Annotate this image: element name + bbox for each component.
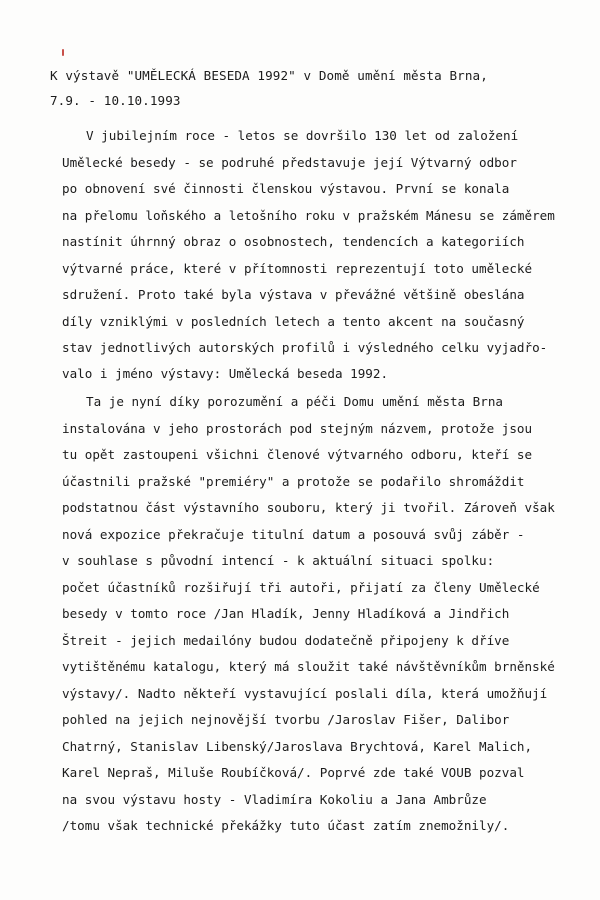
text-line: podstatnou část výstavního souboru, který ji tvořil. Zároveň však bbox=[62, 500, 555, 515]
text-line: po obnovení své činnosti členskou výstavou. První se konala bbox=[62, 181, 510, 196]
paragraph-1 bbox=[0, 128, 600, 381]
text-line: Karel Nepraš, Miluše Roubíčková/. Poprvé zde také VOUB pozval bbox=[62, 765, 525, 780]
document-heading bbox=[0, 45, 600, 108]
heading-dates: 7.9. - 10.10.1993 bbox=[50, 93, 181, 108]
text-line: Štreit - jejich medailóny budou dodatečně připojeny k dříve bbox=[62, 633, 510, 648]
text-line: v souhlase s původní intencí - k aktuální situaci spolku: bbox=[62, 553, 495, 568]
text-line: sdružení. Proto také byla výstava v převážné většině obeslána bbox=[62, 287, 525, 302]
text-line: díly vzniklými v posledních letech a tento akcent na současný bbox=[62, 314, 525, 329]
text-line: nová expozice překračuje titulní datum a posouvá svůj záběr - bbox=[62, 527, 525, 542]
text-line: účastnili pražské "premiéry" a protože se podařilo shromáždit bbox=[62, 474, 525, 489]
text-line: počet účastníků rozšiřují tři autoři, přijatí za členy Umělecké bbox=[62, 580, 540, 595]
text-line: na přelomu loňského a letošního roku v pražském Mánesu se záměrem bbox=[62, 208, 555, 223]
text-line: výtvarné práce, které v přítomnosti reprezentují toto umělecké bbox=[62, 261, 533, 276]
text-line: Umělecké besedy - se podruhé představuje její Výtvarný odbor bbox=[62, 155, 517, 170]
text-line: V jubilejním roce - letos se dovršilo 130 let od založení bbox=[86, 128, 519, 143]
text-line: pohled na jejich nejnovější tvorbu /Jaroslav Fišer, Dalibor bbox=[62, 712, 510, 727]
text-line: na svou výstavu hosty - Vladimíra Kokoliu a Jana Ambrůze bbox=[62, 792, 487, 807]
text-line: /tomu však technické překážky tuto účast zatím znemožnily/. bbox=[62, 818, 510, 833]
text-line: nastínit úhrnný obraz o osobnostech, tendencích a kategoriích bbox=[62, 234, 525, 249]
text-line: valo i jméno výstavy: Umělecká beseda 1992. bbox=[62, 366, 389, 381]
text-line: stav jednotlivých autorských profilů i výsledného celku vyjadřo- bbox=[62, 340, 548, 355]
text-line: výstavy/. Nadto někteří vystavující poslali díla, která umožňují bbox=[62, 686, 548, 701]
text-line: besedy v tomto roce /Jan Hladík, Jenny Hladíková a Jindřich bbox=[62, 606, 510, 621]
paragraph-2 bbox=[0, 375, 600, 833]
text-line: instalována v jeho prostorách pod stejným názvem, protože jsou bbox=[62, 421, 533, 436]
text-line: Chatrný, Stanislav Libenský/Jaroslava Brychtová, Karel Malich, bbox=[62, 739, 533, 754]
text-line: tu opět zastoupeni všichni členové výtvarného odboru, kteří se bbox=[62, 447, 533, 462]
heading-line: K výstavě "UMĚLECKÁ BESEDA 1992" v Domě umění města Brna, bbox=[50, 68, 488, 83]
text-line: vytištěnému katalogu, který má sloužit také návštěvníkům brněnské bbox=[62, 659, 555, 674]
text-line: Ta je nyní díky porozumění a péči Domu umění města Brna bbox=[86, 394, 504, 409]
